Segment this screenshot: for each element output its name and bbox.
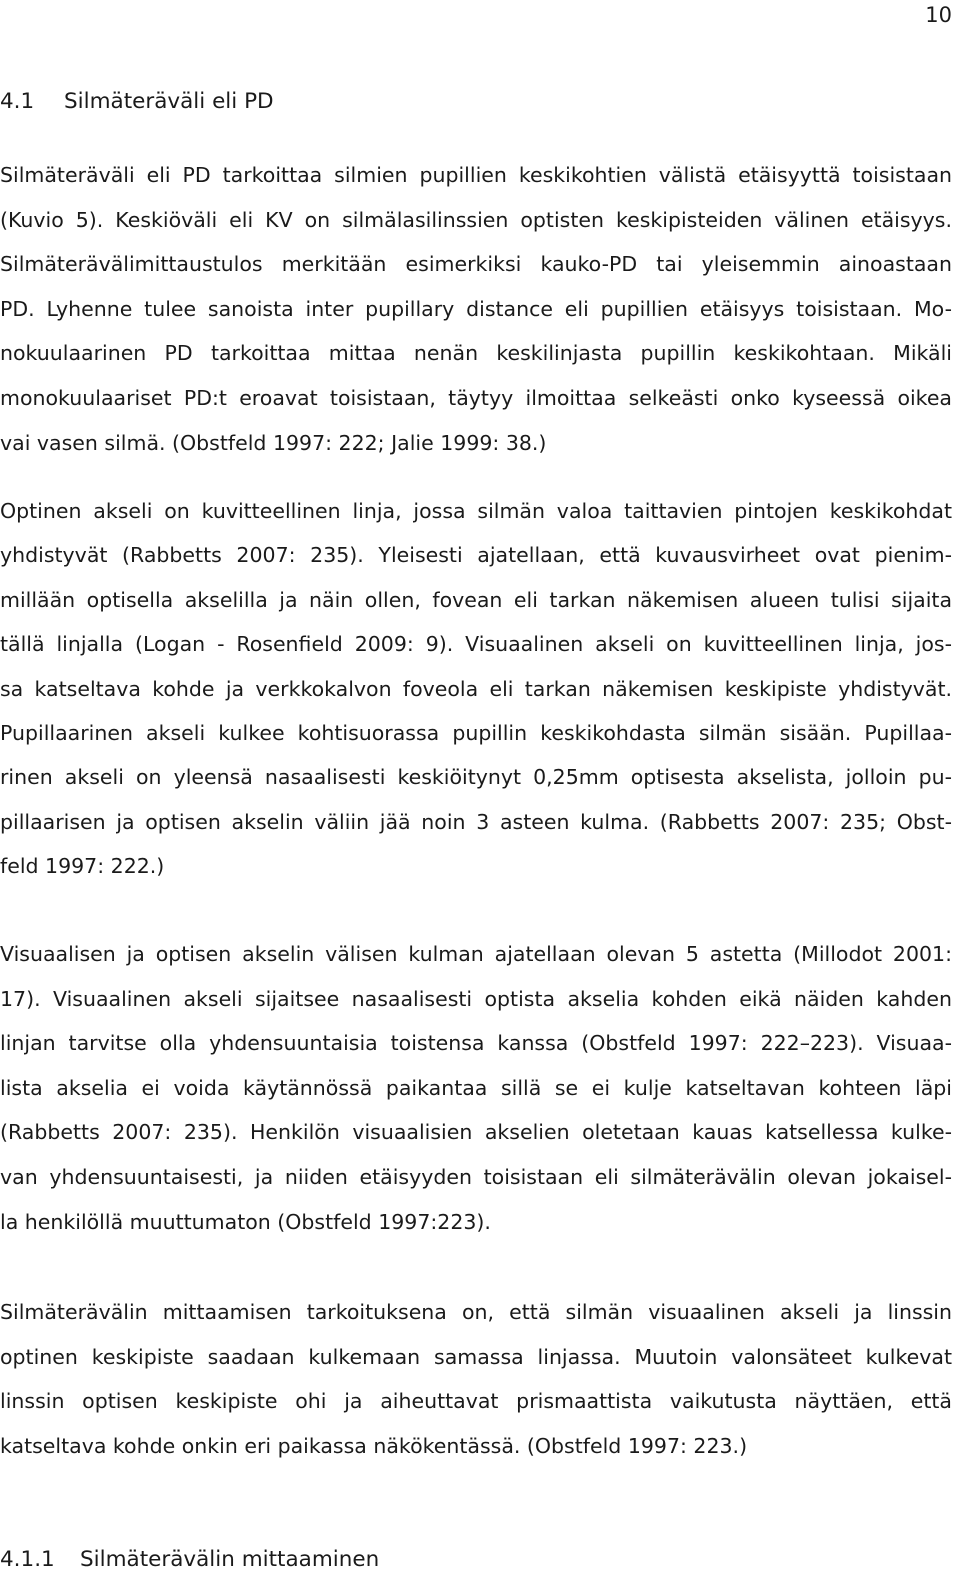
- text-line: pillaarisen ja optisen akselin väliin jää noin 3 asteen kulma. (Rabbetts 2007: 235; Obst-: [0, 809, 952, 834]
- text-line: Pupillaarinen akseli kulkee kohtisuorassa pupillin keskikohdasta silmän sisään. Pupillaa-: [0, 721, 952, 745]
- text-line: sa katseltava kohde ja verkkokalvon foveola eli tarkan näkemisen keskipiste yhdistyvät.: [0, 676, 952, 701]
- text-line: Optinen akseli on kuvitteellinen linja, jossa silmän valoa taittavien pintojen keskikohdat: [0, 499, 952, 523]
- text-line: Visuaalisen ja optisen akselin välisen kulman ajatellaan olevan 5 astetta (Millodot 2001:: [0, 942, 952, 966]
- section-number: 4.1: [0, 89, 35, 114]
- text-line: feld 1997: 222.): [0, 854, 165, 879]
- text-line: linjan tarvitse olla yhdensuuntaisia toistensa kanssa (Obstfeld 1997: 222–223). Visuaa-: [0, 1031, 952, 1056]
- text-line: optinen keskipiste saadaan kulkemaan samassa linjassa. Muutoin valonsäteet kulkevat: [0, 1344, 952, 1369]
- page-number: 10: [925, 3, 952, 27]
- text-line: lista akselia ei voida käytännössä paikantaa sillä se ei kulje katseltavan kohteen läpi: [0, 1075, 952, 1100]
- text-line: yhdistyvät (Rabbetts 2007: 235). Yleisesti ajatellaan, että kuvausvirheet ovat pienim-: [0, 543, 952, 568]
- text-line: katseltava kohde onkin eri paikassa näkökentässä. (Obstfeld 1997: 223.): [0, 1433, 748, 1458]
- text-line: Silmäteräväli eli PD tarkoittaa silmien pupillien keskikohtien välistä etäisyyttä toisistaan: [0, 163, 952, 187]
- text-line: millään optisella akselilla ja näin ollen, fovean eli tarkan näkemisen alueen tulisi sijaita: [0, 587, 952, 612]
- text-line: rinen akseli on yleensä nasaalisesti keskiöitynyt 0,25mm optisesta akselista, jolloin pu-: [0, 765, 952, 790]
- text-line: linssin optisen keskipiste ohi ja aiheuttavat prismaattista vaikutusta näyttäen, että: [0, 1389, 952, 1414]
- text-line: nokuulaarinen PD tarkoittaa mittaa nenän keskilinjasta pupillin keskikohtaan. Mikäli: [0, 341, 952, 366]
- text-line: van yhdensuuntaisesti, ja niiden etäisyyden toisistaan eli silmäterävälin olevan jokaisel-: [0, 1165, 952, 1189]
- text-line: (Kuvio 5). Keskiöväli eli KV on silmälasilinssien optisten keskipisteiden välinen etäisyys.: [0, 207, 952, 232]
- text-line: Silmäterävälimittaustulos merkitään esimerkiksi kauko-PD tai yleisemmin ainoastaan: [0, 252, 952, 277]
- text-line: la henkilöllä muuttumaton (Obstfeld 1997:223).: [0, 1209, 491, 1234]
- subsection-heading: [0, 1547, 380, 1572]
- text-line: tällä linjalla (Logan - Rosenfield 2009: 9). Visuaalinen akseli on kuvitteellinen linja, jos-: [0, 632, 952, 657]
- text-line: monokuulaariset PD:t eroavat toisistaan, täytyy ilmoittaa selkeästi onko kyseessä oikea: [0, 386, 952, 410]
- text-line: vai vasen silmä. (Obstfeld 1997: 222; Jalie 1999: 38.): [0, 430, 547, 455]
- text-line: PD. Lyhenne tulee sanoista inter pupillary distance eli pupillien etäisyys toisistaan. Mo-: [0, 296, 952, 321]
- section-heading: [0, 89, 274, 114]
- subsection-number: 4.1.1: [0, 1547, 55, 1572]
- text-line: 17). Visuaalinen akseli sijaitsee nasaalisesti optista akselia kohden eikä näiden kahden: [0, 986, 952, 1011]
- text-line: Silmäterävälin mittaamisen tarkoituksena on, että silmän visuaalinen akseli ja linssin: [0, 1300, 952, 1324]
- subsection-title: Silmäterävälin mittaaminen: [80, 1547, 380, 1572]
- text-line: (Rabbetts 2007: 235). Henkilön visuaalisien akselien oletetaan kauas katsellessa kulke-: [0, 1120, 952, 1145]
- section-title: Silmäteräväli eli PD: [64, 89, 274, 114]
